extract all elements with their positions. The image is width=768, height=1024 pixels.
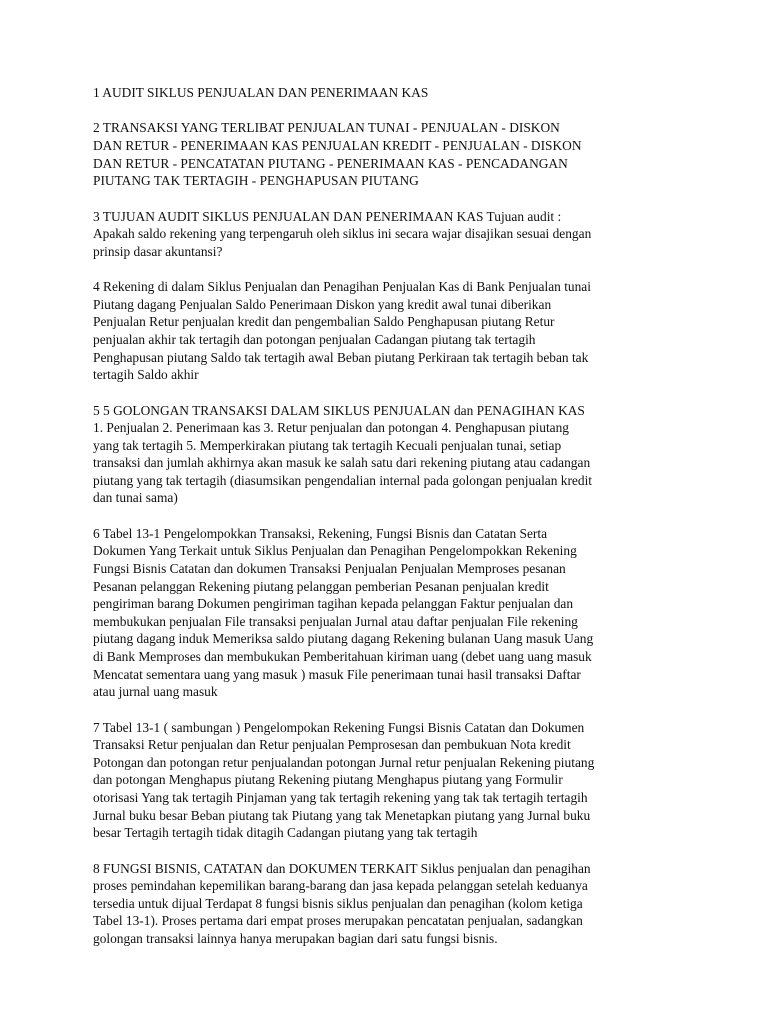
paragraph-2: 2 TRANSAKSI YANG TERLIBAT PENJUALAN TUNAI - PENJUALAN - DISKON DAN RETUR - PENERIMAAN KAS PENJUALAN KREDIT - PENJUALAN - DISKON DAN RETUR - PENCATATAN PIUTANG - PENERIMAAN KAS - PENCADANGAN PIUTANG TAK TERTAGIH - PENGHAPUSAN PIUTANG: [93, 120, 582, 189]
document-page: [93, 84, 691, 965]
paragraph-4: 4 Rekening di dalam Siklus Penjualan dan Penagihan Penjualan Kas di Bank Penjualan tunai Piutang dagang Penjualan Saldo Penerimaan Diskon yang kredit awal tunai diberikan Penjualan Retur penjualan kredit dan pengembalian Saldo Penghapusan piutang Retur penjualan akhir tak tertagih dan potongan penjualan Cadangan piutang tak tertagih Penghapusan piutang Saldo tak tertagih awal Beban piutang Perkiraan tak tertagih beban tak tertagih Saldo akhir: [93, 279, 591, 383]
paragraph-8: 8 FUNGSI BISNIS, CATATAN dan DOKUMEN TERKAIT Siklus penjualan dan penagihan proses pemindahan kepemilikan barang-barang dan jasa kepada pelanggan setelah keduanya tersedia untuk dijual Terdapat 8 fungsi bisnis siklus penjualan dan penagihan (kolom ketiga Tabel 13-1). Proses pertama dari empat proses merupakan pencatatan penjualan, sadangkan golongan transaksi lainnya hanya merupakan bagian dari satu fungsi bisnis.: [93, 860, 591, 946]
paragraph-5: 5 5 GOLONGAN TRANSAKSI DALAM SIKLUS PENJUALAN dan PENAGIHAN KAS 1. Penjualan 2. Penerimaan kas 3. Retur penjualan dan potongan 4. Penghapusan piutang yang tak tertagih 5. Memperkirakan piutang tak tertagih Kecuali penjualan tunai, setiap transaksi dan jumlah akhirnya akan masuk ke salah satu dari rekening piutang atau cadangan piutang yang tak tertagih (diasumsikan pengendalian internal pada golongan penjualan kredit dan tunai sama): [93, 402, 593, 506]
paragraph-6: 6 Tabel 13-1 Pengelompokkan Transaksi, Rekening, Fungsi Bisnis dan Catatan Serta Dokumen Yang Terkait untuk Siklus Penjualan dan Penagihan Pengelompokkan Rekening Fungsi Bisnis Catatan dan dokumen Transaksi Penjualan Penjualan Memproses pesanan Pesanan pelanggan Rekening piutang pelanggan pemberian Pesanan penjualan kredit pengiriman barang Dokumen pengiriman tagihan kepada pelanggan Faktur penjualan dan membukukan penjualan File transaksi penjualan Jurnal atau daftar penjualan File rekening piutang dagang induk Memeriksa saldo piutang dagang Rekening bulanan Uang masuk Uang di Bank Memproses dan membukukan Pemberitahuan kiriman uang (debet uang uang masuk Mencatat sementara uang yang masuk ) masuk File penerimaan tunai hasil transaksi Daftar atau jurnal uang masuk: [93, 525, 594, 700]
paragraph-7: 7 Tabel 13-1 ( sambungan ) Pengelompokan Rekening Fungsi Bisnis Catatan dan Dokumen Transaksi Retur penjualan dan Retur penjualan Pemprosesan dan pembukuan Nota kredit Potongan dan potongan retur penjualandan potongan Jurnal retur penjualan Rekening piutang dan potongan Menghapus piutang Rekening piutang Menghapus piutang yang Formulir otorisasi Yang tak tertagih Pinjaman yang tak tertagih rekening yang tak tak tertagih tertagih Jurnal buku besar Beban piutang tak Piutang yang tak Menetapkan piutang yang Jurnal buku besar Tertagih tertagih tidak ditagih Cadangan piutang yang tak tertagih: [93, 719, 595, 841]
paragraph-3: 3 TUJUAN AUDIT SIKLUS PENJUALAN DAN PENERIMAAN KAS Tujuan audit : Apakah saldo rekening yang terpengaruh oleh siklus ini secara wajar disajikan sesuai dengan prinsip dasar akuntansi?: [93, 208, 592, 259]
paragraph-1: 1 AUDIT SIKLUS PENJUALAN DAN PENERIMAAN KAS: [93, 85, 429, 100]
